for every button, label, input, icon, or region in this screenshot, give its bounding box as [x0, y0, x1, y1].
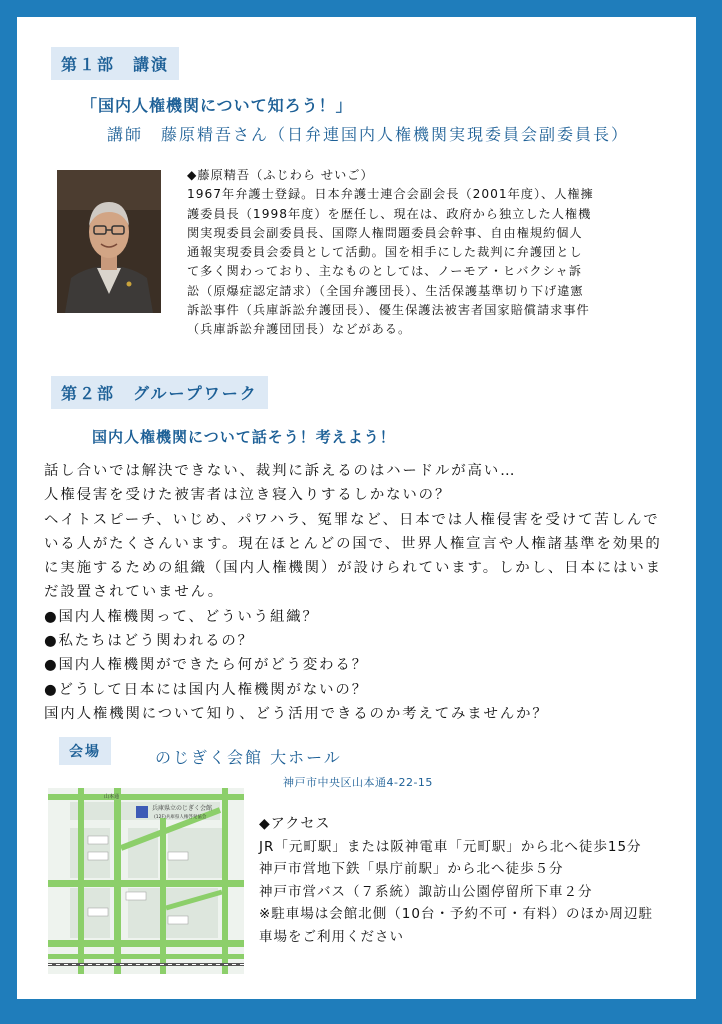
map-venue-label: 兵庫県立のじぎく会館 [152, 805, 213, 812]
question-item: ●国内人権機関って、どういう組織？ [44, 608, 319, 625]
speaker-portrait [57, 170, 161, 313]
body-line: に実施するための組織（国内人権機関）が設けられています。しかし、日本にはいま [44, 560, 662, 577]
bio-line: 1967年弁護士登録。日本弁護士連合会副会長（2001年度）、人権擁 [187, 187, 594, 202]
speaker-photo-illustration [57, 170, 161, 313]
venue-address: 神戸市中央区山本通4-22-15 [283, 776, 433, 789]
access-line: 神戸市営バス（７系統）諏訪山公園停留所下車２分 [259, 883, 593, 900]
groupwork-title: 国内人権機関について話そう！考えよう！ [92, 428, 396, 446]
bio-line: 護委員長（1998年度）を歴任し、現在は、政府から独立した人権機 [187, 206, 592, 221]
groupwork-body [44, 459, 680, 726]
map-road-label: 山本通 [104, 794, 120, 800]
bio-line: 訟（原爆症認定請求）（全国弁護団長）、生活保護基準切り下げ違憲 [187, 283, 584, 298]
lecturer-line: 講師 藤原精吾さん（日弁連国内人権機関実現委員会副委員長） [107, 125, 630, 144]
access-line: 車場をご利用ください [259, 928, 404, 945]
question-item: ●どうして日本には国内人権機関がないの？ [44, 681, 368, 698]
speaker-bio [187, 166, 657, 340]
bio-line: 訴訟事件（兵庫訴訟弁護団長）、優生保護法被害者国家賠償請求事件 [187, 303, 590, 318]
access-title: ◆アクセス [259, 816, 331, 832]
question-item: ●私たちはどう関われるの？ [44, 633, 254, 650]
venue-name: のじぎく会館 大ホール [155, 748, 342, 767]
body-line: いる人がたくさんいます。現在ほとんどの国で、世界人権宣言や人権諸基準を効果的 [44, 535, 662, 552]
body-line: 話し合いでは解決できない、裁判に訴えるのはハードルが高い… [44, 463, 517, 479]
access-line: ※駐車場は会館北側（10台・予約不可・有料）のほか周辺駐 [259, 906, 653, 922]
body-line: 国内人権機関について知り、どう活用できるのか考えてみませんか？ [44, 705, 549, 722]
access-line: 神戸市営地下鉄「県庁前駅」から北へ徒歩５分 [259, 861, 564, 877]
lecture-title: 「国内人権機関について知ろう！」 [81, 96, 353, 115]
body-line: だ設置されていません。 [44, 584, 225, 601]
body-line: 人権侵害を受けた被害者は泣き寝入りするしかないの？ [44, 487, 452, 504]
bio-line: て多く関わっており、主なものとしては、ノーモア・ヒバクシャ訴 [187, 264, 582, 279]
question-item: ●国内人権機関ができたら何がどう変わる？ [44, 657, 368, 674]
map-illustration [48, 788, 244, 974]
flyer-page [17, 17, 696, 999]
map-venue-sublabel: (12F)兵庫県人権啓発協会 [154, 815, 207, 820]
bio-line: （兵庫訴訟弁護団団長）などがある。 [187, 322, 412, 337]
bio-line: 通報実現委員会委員として活動。国を相手にした裁判に弁護団とし [187, 245, 583, 260]
bio-heading: ◆藤原精吾（ふじわら せいご） [187, 168, 374, 182]
part2-tag: 第２部 グループワーク [51, 376, 268, 409]
body-line: ヘイトスピーチ、いじめ、パワハラ、冤罪など、日本では人権侵害を受けて苦しんで [44, 511, 660, 528]
access-line: JR「元町駅」または阪神電車「元町駅」から北へ徒歩15分 [259, 838, 642, 855]
part1-tag: 第１部 講演 [51, 47, 179, 80]
venue-tag: 会場 [59, 737, 111, 765]
bio-line: 関実現委員会副委員長、国際人権問題委員会幹事、自由権規約個人 [187, 225, 583, 240]
venue-map [48, 788, 244, 974]
access-info [259, 813, 689, 948]
